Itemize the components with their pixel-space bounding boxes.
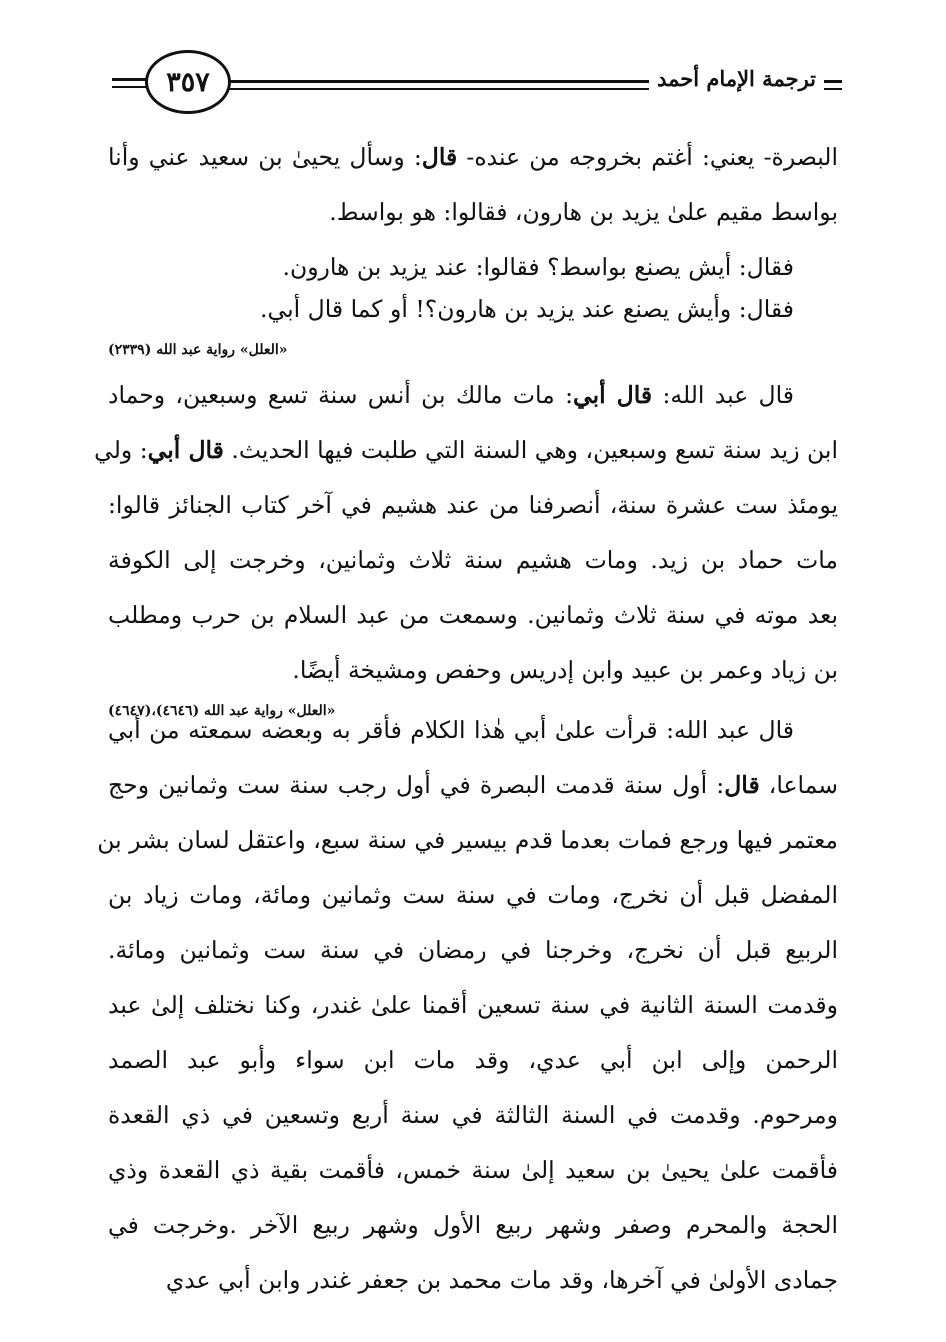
text-line [108,1198,838,1253]
paragraph-malik [94,368,838,728]
text-segment: ابن زيد سنة تسع وسبعين، وهي السنة التي طلبت فيها الحديث. [223,436,838,464]
bold-speaker-label: قال [724,771,760,799]
text-segment: مات حماد بن زيد. ومات هشيم سنة ثلاث وثمانين، وخرجت إلى الكوفة [108,546,838,574]
bold-speaker-label: قال [421,143,458,171]
text-segment: : أول سنة قدمت البصرة في أول رجب سنة ست وثمانين وحج [108,771,725,799]
text-segment: فأقمت علىٰ يحيىٰ بن سعيد إلىٰ سنة خمس، فأقمت بقية ذي القعدة وذي [108,1156,838,1184]
text-segment: قال عبد الله: قرأت علىٰ أبي هٰذا الكلام فأقر به وبعضه سمعته من أبي [108,716,794,744]
text-segment: المفضل قبل أن نخرج، ومات في سنة ست وثمانين ومائة، ومات زياد بن [108,881,838,909]
text-line [108,588,838,643]
paragraph-basra [97,703,838,1308]
text-line [108,978,838,1033]
text-segment: الحجة والمحرم وصفر وشهر ربيع الأول وشهر ربيع الآخر .وخرجت في [108,1211,838,1239]
text-line [108,282,838,337]
text-line [108,1253,838,1308]
text-line [108,130,838,185]
text-segment: الربيع قبل أن نخرج، وخرجنا في رمضان في سنة ست وثمانين ومائة. [108,936,838,964]
text-segment: بن زياد وعمر بن عبيد وابن إدريس وحفص ومشيخة أيضًا. [292,656,838,684]
text-line [108,923,838,978]
text-line [108,478,838,533]
text-segment: ومرحوم. وقدمت في السنة الثالثة في سنة أربع وتسعين في ذي القعدة [108,1101,838,1129]
text-line [108,868,838,923]
text-segment: بعد موته في سنة ثلاث وثمانين. وسمعت من عبد السلام بن حرب ومطلب [108,601,838,629]
bold-speaker-label: قال أبي [147,436,224,464]
text-segment: فقال: وأيش يصنع عند يزيد بن هارون؟! أو كما قال أبي. [260,295,794,323]
source-reference: «العلل» رواية عبد الله (٤٦٤٦)،(٤٦٤٧) [108,703,336,719]
text-segment: البصرة- يعني: أغتم بخروجه من عنده- [457,143,838,171]
text-segment: معتمر فيها ورجع فمات بعدما قدم بيسير في سنة سبع، واعتقل لسان بشر بن [97,826,838,854]
text-segment: : وسأل يحيىٰ بن سعيد عني وأنا [108,143,422,171]
text-line [108,643,838,698]
text-segment: وقدمت السنة الثانية في سنة تسعين أقمنا علىٰ غندر، وكنا نختلف إلىٰ عبد [108,991,838,1019]
text-line [108,758,838,813]
text-line [94,423,838,478]
text-line [108,533,838,588]
text-segment: جمادى الأولىٰ في آخرها، وقد مات محمد بن جعفر غندر وابن أبي عدي [165,1266,838,1294]
text-line [97,813,838,868]
text-segment: قال عبد الله: [652,381,795,409]
text-line [108,185,838,240]
text-line [108,703,838,758]
source-reference: «العلل» رواية عبد الله (٢٣٣٩) [108,342,288,358]
running-title: ترجمة الإمام أحمد [649,66,824,91]
text-line [108,1088,838,1143]
paragraph-intro-3 [108,282,838,367]
text-segment: فقال: أيش يصنع بواسط؟ فقالوا: عند يزيد بن هارون. [282,253,794,281]
text-line [108,368,838,423]
text-line [108,1033,838,1088]
text-segment: الرحمن وإلى ابن أبي عدي، وقد مات ابن سواء وأبو عبد الصمد [108,1046,838,1074]
text-segment: بواسط مقيم علىٰ يزيد بن هارون، فقالوا: هو بواسط. [329,198,838,226]
text-segment: : مات مالك بن أنس سنة تسع وسبعين، وحماد [108,381,573,409]
text-segment: يومئذ ست عشرة سنة، أنصرفنا من عند هشيم في آخر كتاب الجنائز قالوا: [108,491,838,519]
text-line [108,1143,838,1198]
text-segment: : ولي [94,436,148,464]
page-number: ٣٥٧ [145,50,231,114]
paragraph-intro-1 [108,130,838,240]
bold-speaker-label: قال أبي [573,381,653,409]
text-segment: سماعا، [759,771,838,799]
